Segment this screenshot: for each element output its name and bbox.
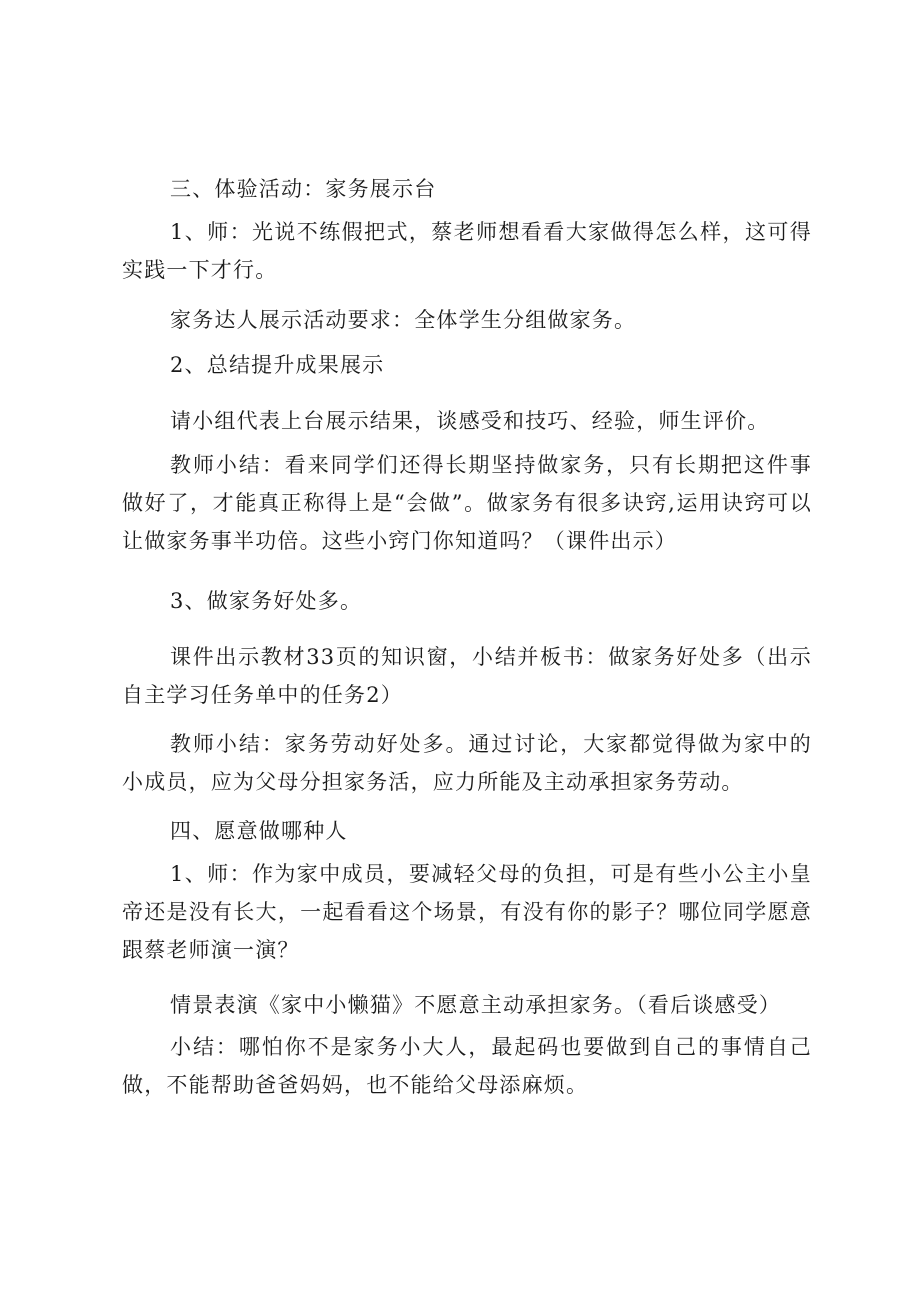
subheading: 3、做家务好处多。 [170, 589, 363, 613]
paragraph: 1、师：光说不练假把式，蔡老师想看看大家做得怎么样，这可得实践一下才行。 [122, 220, 812, 282]
paragraph: 请小组代表上台展示结果，谈感受和技巧、经验，师生评价。 [170, 409, 770, 433]
paragraph: 小结：哪怕你不是家务小大人，最起码也要做到自己的事情自己做，不能帮助爸爸妈妈，也不能给父母添麻烦。 [122, 1035, 812, 1097]
paragraph: 课件出示教材33页的知识窗，小结并板书：做家务好处多（出示自主学习任务单中的任务2） [122, 645, 812, 707]
section-heading-3: 三、体验活动：家务展示台 [170, 177, 437, 201]
paragraph: 教师小结：家务劳动好处多。通过讨论，大家都觉得做为家中的小成员，应为父母分担家务活，应力所能及主动承担家务劳动。 [122, 732, 812, 794]
paragraph: 教师小结：看来同学们还得长期坚持做家务，只有长期把这件事做好了，才能真正称得上是“会做”。做家务有很多诀窍,运用诀窍可以让做家务事半功倍。这些小窍门你知道吗？（课件出示） [122, 453, 812, 553]
section-heading-4: 四、愿意做哪种人 [170, 819, 348, 843]
subheading: 2、总结提升成果展示 [170, 353, 385, 377]
paragraph: 1、师：作为家中成员，要减轻父母的负担，可是有些小公主小皇帝还是没有长大，一起看看这个场景，有没有你的影子？哪位同学愿意跟蔡老师演一演？ [122, 862, 812, 962]
paragraph: 家务达人展示活动要求：全体学生分组做家务。 [170, 308, 637, 332]
paragraph: 情景表演《家中小懒猫》不愿意主动承担家务。（看后谈感受） [170, 993, 782, 1017]
